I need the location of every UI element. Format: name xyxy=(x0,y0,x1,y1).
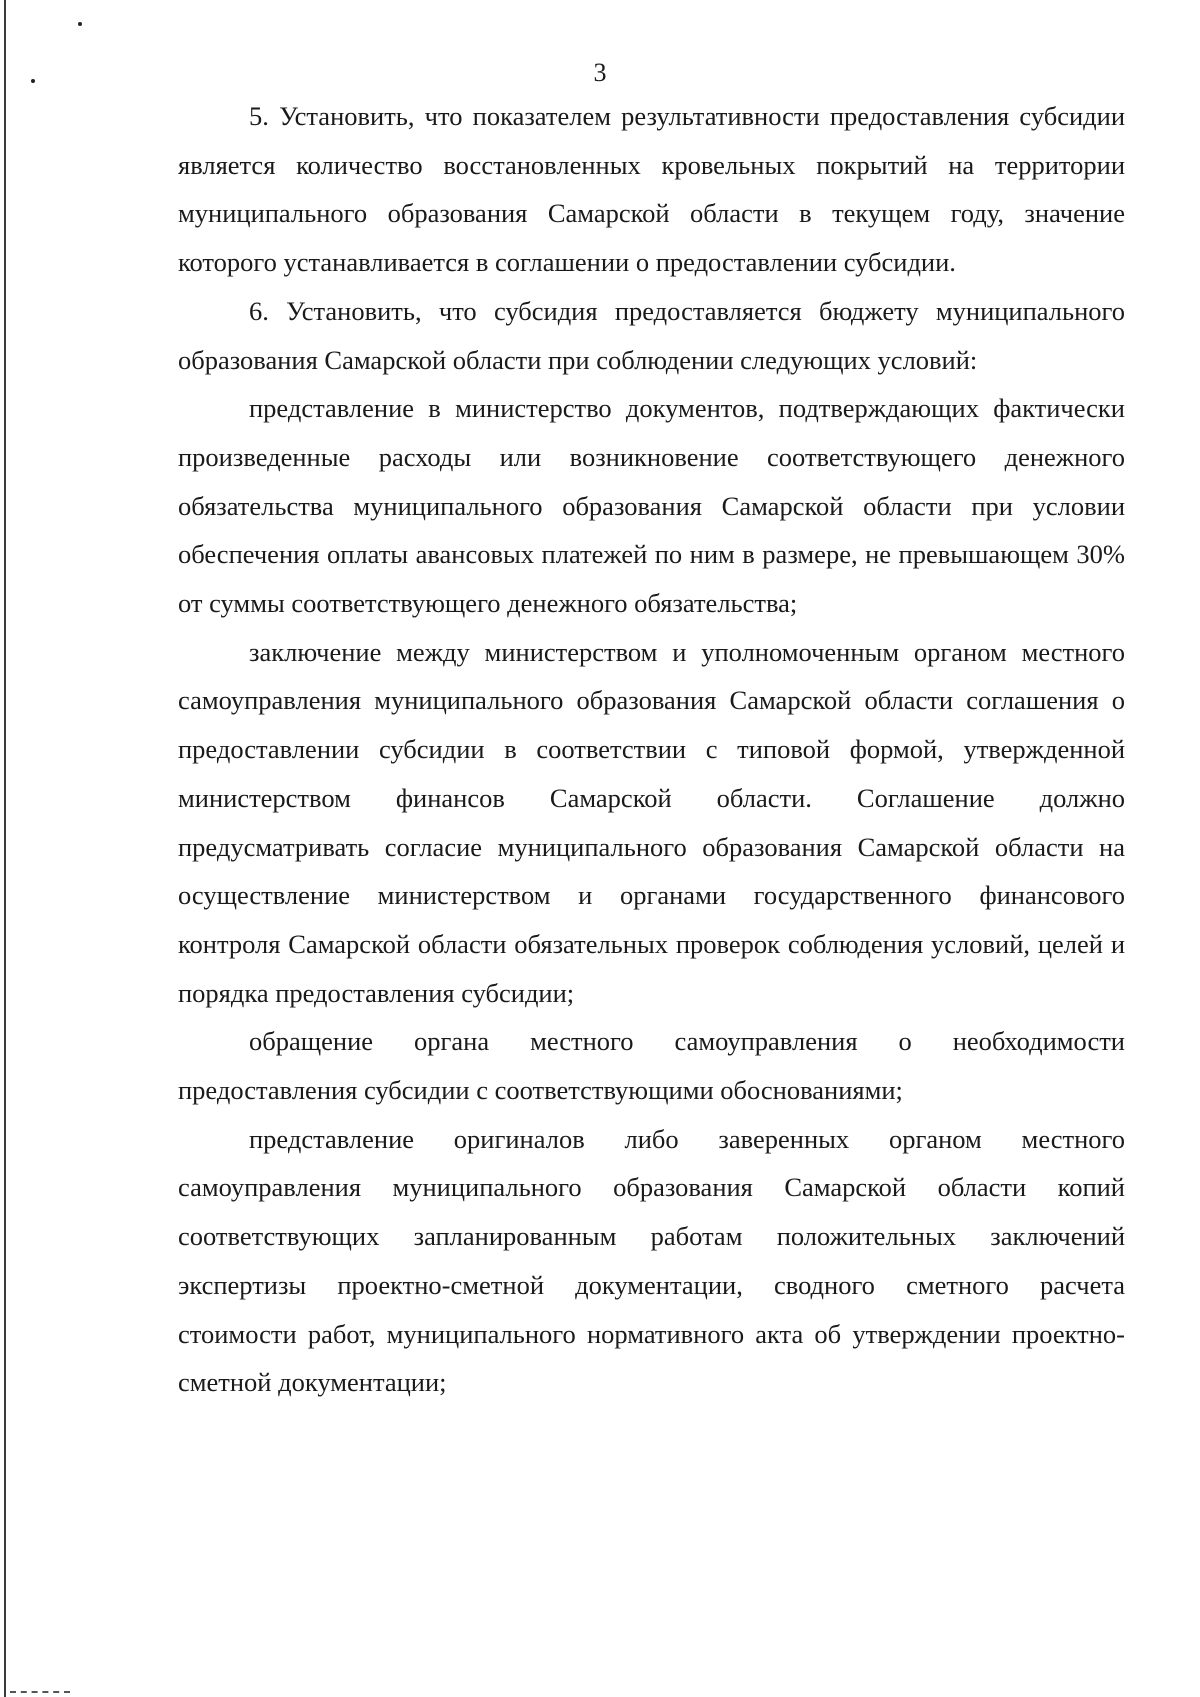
condition-request: обращение органа местного самоуправления о необходимости предоставления субсидии с соответствующими обоснованиями; xyxy=(178,1026,1125,1106)
page-number: 3 xyxy=(593,58,607,87)
paragraph-item-6: 6. Установить, что субсидия предоставляется бюджету муниципального образования Самарской области при соблюдении следующих условий: xyxy=(178,295,1125,375)
scan-edge-mark xyxy=(10,1691,70,1695)
scan-binding-edge xyxy=(4,0,6,1697)
condition-expertise: представление оригиналов либо заверенных органом местного самоуправления муниципального образования Самарской области копий соответствующих запланированным работам положительных заключений экспертизы проектно-сметной документации, сводного сметного расчета стоимости работ, муниципального нормативного акта об утверждении проектно-сметной документации; xyxy=(178,1123,1125,1398)
condition-documents: представление в министерство документов, подтверждающих фактически произведенные расходы или возникновение соответствующего денежного обязательства муниципального образования Самарской области при условии обеспечения оплаты авансовых платежей по ним в размере, не превышающем 30% от суммы соответствующего денежного обязательства; xyxy=(178,393,1125,619)
scan-speck xyxy=(78,22,82,26)
condition-agreement: заключение между министерством и уполномоченным органом местного самоуправления муниципального образования Самарской области соглашения о предоставлении субсидии в соответствии с типовой формой, утвержденной министерством финансов Самарской области. Соглашение должно предусматривать согласие муниципального образования Самарской области на осуществление министерством и органами государственного финансового контроля Самарской области обязательных проверок соблюдения условий, целей и порядка предоставления субсидии; xyxy=(178,636,1125,1008)
document-body xyxy=(178,92,1125,1407)
paragraph-item-5: 5. Установить, что показателем результативности предоставления субсидии является количество восстановленных кровельных покрытий на территории муниципального образования Самарской области в текущем году, значение которого устанавливается в соглашении о предоставлении субсидии. xyxy=(178,101,1125,278)
